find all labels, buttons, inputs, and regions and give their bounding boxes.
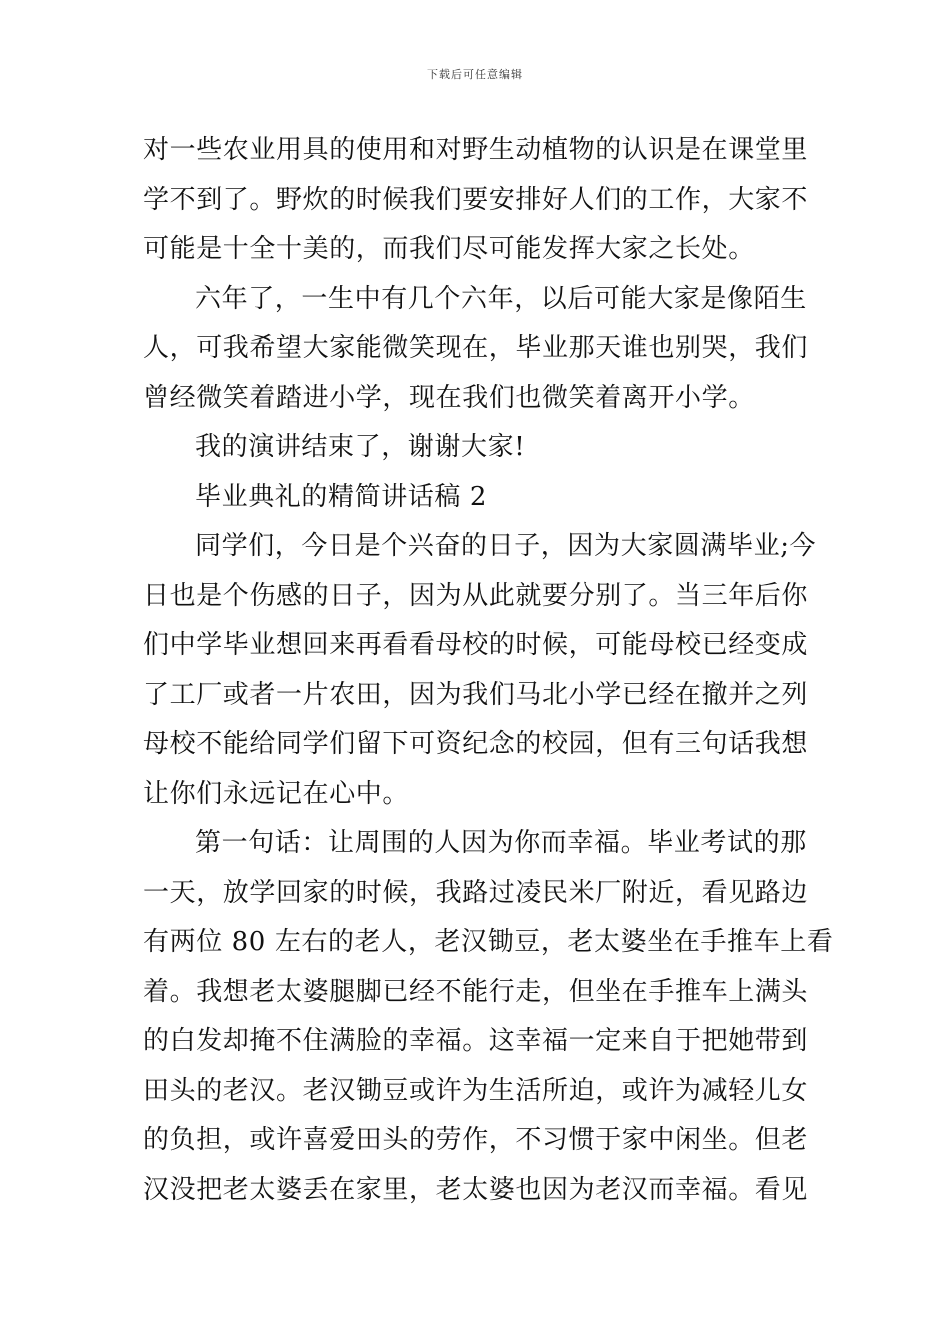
text-line: 母校不能给同学们留下可资纪念的校园，但有三句话我想 [143,729,809,759]
text-line: 着。我想老太婆腿脚已经不能行走，但坐在手推车上满头 [143,976,809,1007]
text-line: 学不到了。野炊的时候我们要安排好人们的工作，大家不 [143,184,809,215]
text-line: 我的演讲结束了，谢谢大家! [195,432,526,462]
text-line: 同学们，今日是个兴奋的日子，因为大家圆满毕业;今 [195,531,817,561]
text-line: 曾经微笑着踏进小学，现在我们也微笑着离开小学。 [143,382,755,413]
text-line: 人，可我希望大家能微笑现在，毕业那天谁也别哭，我们 [143,333,809,363]
text-line: 的白发却掩不住满脸的幸福。这幸福一定来自于把她带到 [143,1026,809,1056]
text-line: 们中学毕业想回来再看看母校的时候，可能母校已经变成 [143,630,809,660]
text-line: 六年了，一生中有几个六年，以后可能大家是像陌生 [195,283,807,314]
text-line: 了工厂或者一片农田，因为我们马北小学已经在撤并之列 [143,679,809,710]
text-line: 可能是十全十美的，而我们尽可能发挥大家之长处。 [143,234,755,264]
text-line: 有两位 80 左右的老人，老汉锄豆，老太婆坐在手推车上看 [143,927,834,957]
text-line: 一天，放学回家的时候，我路过凌民米厂附近，看见路边 [143,877,809,908]
section-title: 毕业典礼的精简讲话稿 2 [195,481,488,512]
document-body [143,126,834,1215]
text-line: 让你们永远记在心中。 [143,778,410,809]
text-line: 对一些农业用具的使用和对野生动植物的认识是在课堂里 [143,135,809,165]
text-line: 的负担，或许喜爱田头的劳作，不习惯于家中闲坐。但老 [143,1125,809,1155]
text-line: 日也是个伤感的日子，因为从此就要分别了。当三年后你 [143,580,809,611]
text-line: 汉没把老太婆丢在家里，老太婆也因为老汉而幸福。看见 [143,1174,809,1205]
text-line: 第一句话：让周围的人因为你而幸福。毕业考试的那 [195,828,807,858]
header-note: 下载后可任意编辑 [427,68,523,81]
text-line: 田头的老汉。老汉锄豆或许为生活所迫，或许为减轻儿女 [143,1075,809,1106]
